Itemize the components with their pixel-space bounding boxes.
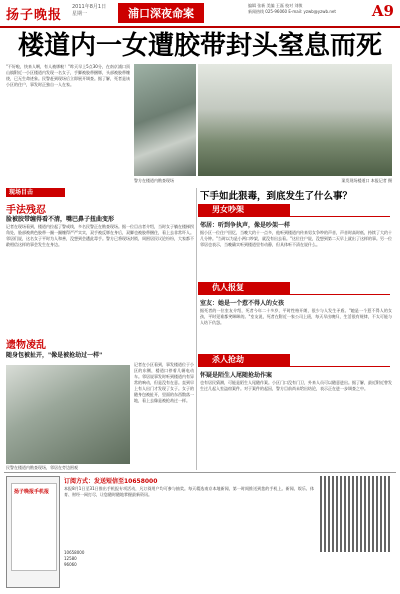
revenge-subhead: 室友：她是一个惹不得人的女孩 [200, 300, 285, 307]
promo-phone-title: 扬子晚报手机报 [14, 489, 50, 495]
photo-caption-left: 警方在楼道内勘查现场 [134, 178, 174, 183]
column-divider [196, 188, 197, 470]
page-header [0, 0, 400, 28]
qr-code-image [320, 476, 392, 552]
tag-robbery: 杀人抢劫 [198, 354, 290, 366]
issue-weekday: 星期一 [72, 11, 88, 17]
promo-numbers [64, 550, 314, 586]
crime-scene-photo-right [198, 64, 392, 176]
issue-date: 2011年8月1日 [72, 4, 107, 10]
neighbor-body: 记者在小区看到，事发楼道位于小区的东侧，楼道口停着几辆电动车。邻居说事发时听到楼道内有异常的响动，但是没有在意。直到早上有人出门才发现了女子。女子的随身包被扯开，里面的东西散落一地，看上去像是被抢劫过一样。 [134, 362, 194, 403]
revenge-body: 据死者的一位室友介绍，死者今年二十多岁，平时性格开朗，很少与人发生矛盾。"她是一个惹不得人的女孩，平时见谁都笑眯眯的。"室友说，死者在附近一家公司上班，每天早出晚归，生活很有规律，不太可能与人结下仇怨。 [200, 308, 392, 325]
scene-label: 现场目击 [6, 188, 65, 197]
tag-quarrel-rule [198, 216, 390, 217]
editor-contacts [248, 3, 358, 15]
photo-caption-right: 案发现场楼道口 本报记者 摄 [341, 178, 392, 183]
tag-revenge: 仇人报复 [198, 282, 290, 294]
hotline-line: 新闻热线 025-96060 E-mail: yzwb@yzwb.net [248, 9, 336, 14]
promo-number: 10658000 [64, 550, 85, 555]
second-headline: 下手如此狠毒，到底发生了什么事？ [200, 191, 353, 202]
tag-quarrel: 男女吵架 [198, 204, 290, 216]
page-number: A9 [371, 2, 394, 20]
robbery-subhead: 怀疑是陌生人尾随抢劫作案 [200, 372, 273, 379]
masthead-logo: 扬子晚报 [6, 8, 63, 23]
quarrel-body: 据小区一位住户回忆，当晚大约十一点多，他听到楼道内传来男女争吵的声音，声音时高时低，持续了大约十几分钟。"当时以为是小两口吵架，就没有出去看。"这位住户说，没想到第二天早上就出了这样的事。另一位邻居也表示，当晚确实听到楼道里有动静，但具体听不清在说什么。 [200, 230, 392, 247]
phone-illustration [6, 476, 60, 588]
robbery-body: 也有居民猜测，可能是陌生人尾随作案。小区门口没有门卫，外来人员可以随意进出。据了解，最近附近曾发生过几起入室盗窃案件。对于案件的起因，警方目前尚未给出结论，表示正在进一步调查之中。 [200, 380, 392, 391]
scene-photo-bottom [6, 365, 130, 464]
lead-paragraph: "不好啦，快来人啊，有人被绑啦！"昨天早上5点30分，在南京浦口顶山镇附近一小区楼道内发现一名女子，手脚被胶带捆绑，头部被胶带缠绕，已无生命迹象。民警赶到现场后立即展开调查。据了解，死者是该小区的住户，事发时正独自一人在家。 [6, 64, 130, 87]
phone-screen [11, 483, 57, 571]
scene-body: 记者在现场看到，楼道内拉起了警戒线，多名民警正在勘查现场。据一位目击者介绍，当时女子躺在楼梯拐角处，脸部被黄色胶带一圈一圈缠得严严实实，双手被反绑在身后，双脚也被胶带捆住，看上去非常吓人。邻居们说，这名女子平时为人和善，没想到会遭此毒手。警方已将现场封锁，周围居民议论纷纷，大家都不敢相信这样的事会发生在身边。 [6, 224, 194, 247]
section-title: 浦口深夜命案 [118, 3, 204, 23]
promo-number: 96060 [64, 562, 77, 567]
scene-subhead: 手法残忍 [6, 205, 46, 216]
scene-deck: 脸被胶带缠得看不清，嘴巴鼻子扭曲变形 [6, 216, 115, 223]
promo-body: 本报8月1日至31日推出手机报专项活动，凡订阅用户均可参与抽奖。每天精选南京本地新闻，第一时间推送到您的手机上。新闻、娱乐、体育、财经一网打尽，让您随时随地掌握最新资讯。 [64, 486, 314, 497]
promo-subtitle: 订阅方式：发送短信至10658000 [64, 478, 158, 485]
tag-robbery-rule [198, 366, 390, 367]
editor-line: 编辑 张新 美编 王磊 校对 刘敏 [248, 3, 303, 8]
neighbor-deck: 随身包被扯开，"像是被抢劫过一样" [6, 352, 103, 359]
main-headline: 楼道内一女遭胶带封头窒息而死 [17, 31, 382, 61]
neighbor-subhead: 遗物凌乱 [6, 340, 46, 351]
dateline [72, 4, 106, 18]
promo-number: 12580 [64, 556, 77, 561]
crime-scene-photo-left [134, 64, 196, 176]
tag-revenge-rule [198, 294, 390, 295]
quarrel-subhead: 邻居：听到争执声，像是吵架一样 [200, 222, 291, 229]
photo3-caption: 民警在楼道内勘查现场，邻居在旁边围观 [6, 465, 78, 470]
